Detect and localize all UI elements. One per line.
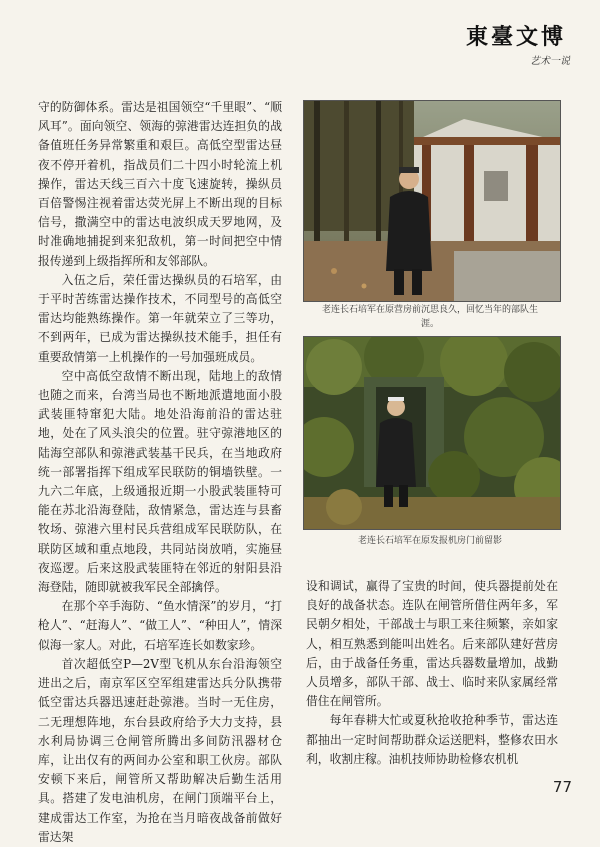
paragraph: 守的防御体系。雷达是祖国领空“千里眼”、“顺风耳”。面向领空、领海的弶港雷达连担负的战备值班任务异常繁重和艰巨。高低空型雷达昼夜不停开着机，指战员们二十四小时轮流上机操作，雷达天线三百六十度飞速旋转，操纵员百倍警惕注视着雷达荧光屏上不断出现的目标信号，撒满空中的雷达电波织成天罗地网，及时准确地捕捉到来犯敌机，第一时间把空中情报传递到上级指挥所和友邻部队。 [38,100,282,268]
photo-barracks-image [304,101,560,301]
photo-barracks [303,100,561,302]
photo-caption: 老连长石培军在原营房前沉思良久，回忆当年的部队生涯。 [321,305,538,329]
left-column [38,98,282,847]
paragraph: 设和调试，赢得了宝贵的时间，使兵器提前处在良好的战备状态。连队在闸管所借住两年多，军民朝夕相处，干部战士与职工来往频繁，亲如家人，相互熟悉到能叫出姓名。后来部队建好营房后，由于战备任务重，雷达兵器数量增加，战勤人员增多，部队干部、战士、临时来队家属经常借住在闸管所。 [306,579,558,709]
brand-calligraphy: 東臺文博 [465,24,566,50]
paragraph: 入伍之后，荣任雷达操纵员的石培军，由于平时苦练雷达操作技术，不同型号的高低空雷达均能熟练操作。第一年就荣立了三等功，不到两年，已成为雷达操纵技术能手，担任有重要敌情第一上机操作的一号加强班成员。 [38,272,282,364]
paragraph: 首次超低空P—2V型飞机从东台沿海领空进出之后，南京军区空军组建雷达兵分队携带低空雷达兵器迅速赶赴弶港。当时一无住房，二无理想阵地，东台县政府给予大力支持，县水利局协调三仓闸管所腾出多间防汛器材仓库，让出仅有的两间办公室和职工伙房。部队安顿下来后，闸管所又帮助解决后勤生活用具。搭建了发电油机房，在闸门顶端平台上，建成雷达工作室，为抢在当月暗夜战备前做好雷达架 [38,656,282,844]
paragraph: 每年春耕大忙或夏秋抢收抢种季节，雷达连都抽出一定时间帮助群众运送肥料，整修农田水利，收割庄稼。油机技师协助检修农机机 [306,713,558,766]
right-column [306,577,558,769]
brand-signature: 艺术一说 [530,56,570,67]
page-number: 77 [552,778,572,796]
paragraph: 空中高低空敌情不断出现，陆地上的敌情也随之而来，台湾当局也不断地派遣地面小股武装匪特窜犯大陆。地处沿海前沿的雷达驻地，处在了风头浪尖的位置。驻守弶港地区的陆海空部队和弶港武装基干民兵，在当地政府统一部署指挥下组成军民联防的铜墙铁壁。一九六二年底，上级通报近期一小股武装匪特可能在苏北沿海登陆，敌情紧急，雷达连与县畜牧场、弶港六里村民兵营组成军民联防队，在联防区域和重点地段，共同站岗放哨，实施昼夜巡逻。后来这股武装匪特在邻近的射阳县沿海登陆，随即就被我军民全部擒俘。 [38,368,282,595]
photo-radio-room-image [304,337,560,529]
paragraph: 在那个卒手海防、“鱼水情深”的岁月，“打枪人”、“赶海人”、“做工人”、“种田人”，情深似海一家人。对此，石培军连长如数家珍。 [38,599,282,652]
photo-radio-room [303,336,561,530]
photo-caption: 老连长石培军在原发报机房门前留影 [357,536,502,546]
page-header [0,0,600,80]
